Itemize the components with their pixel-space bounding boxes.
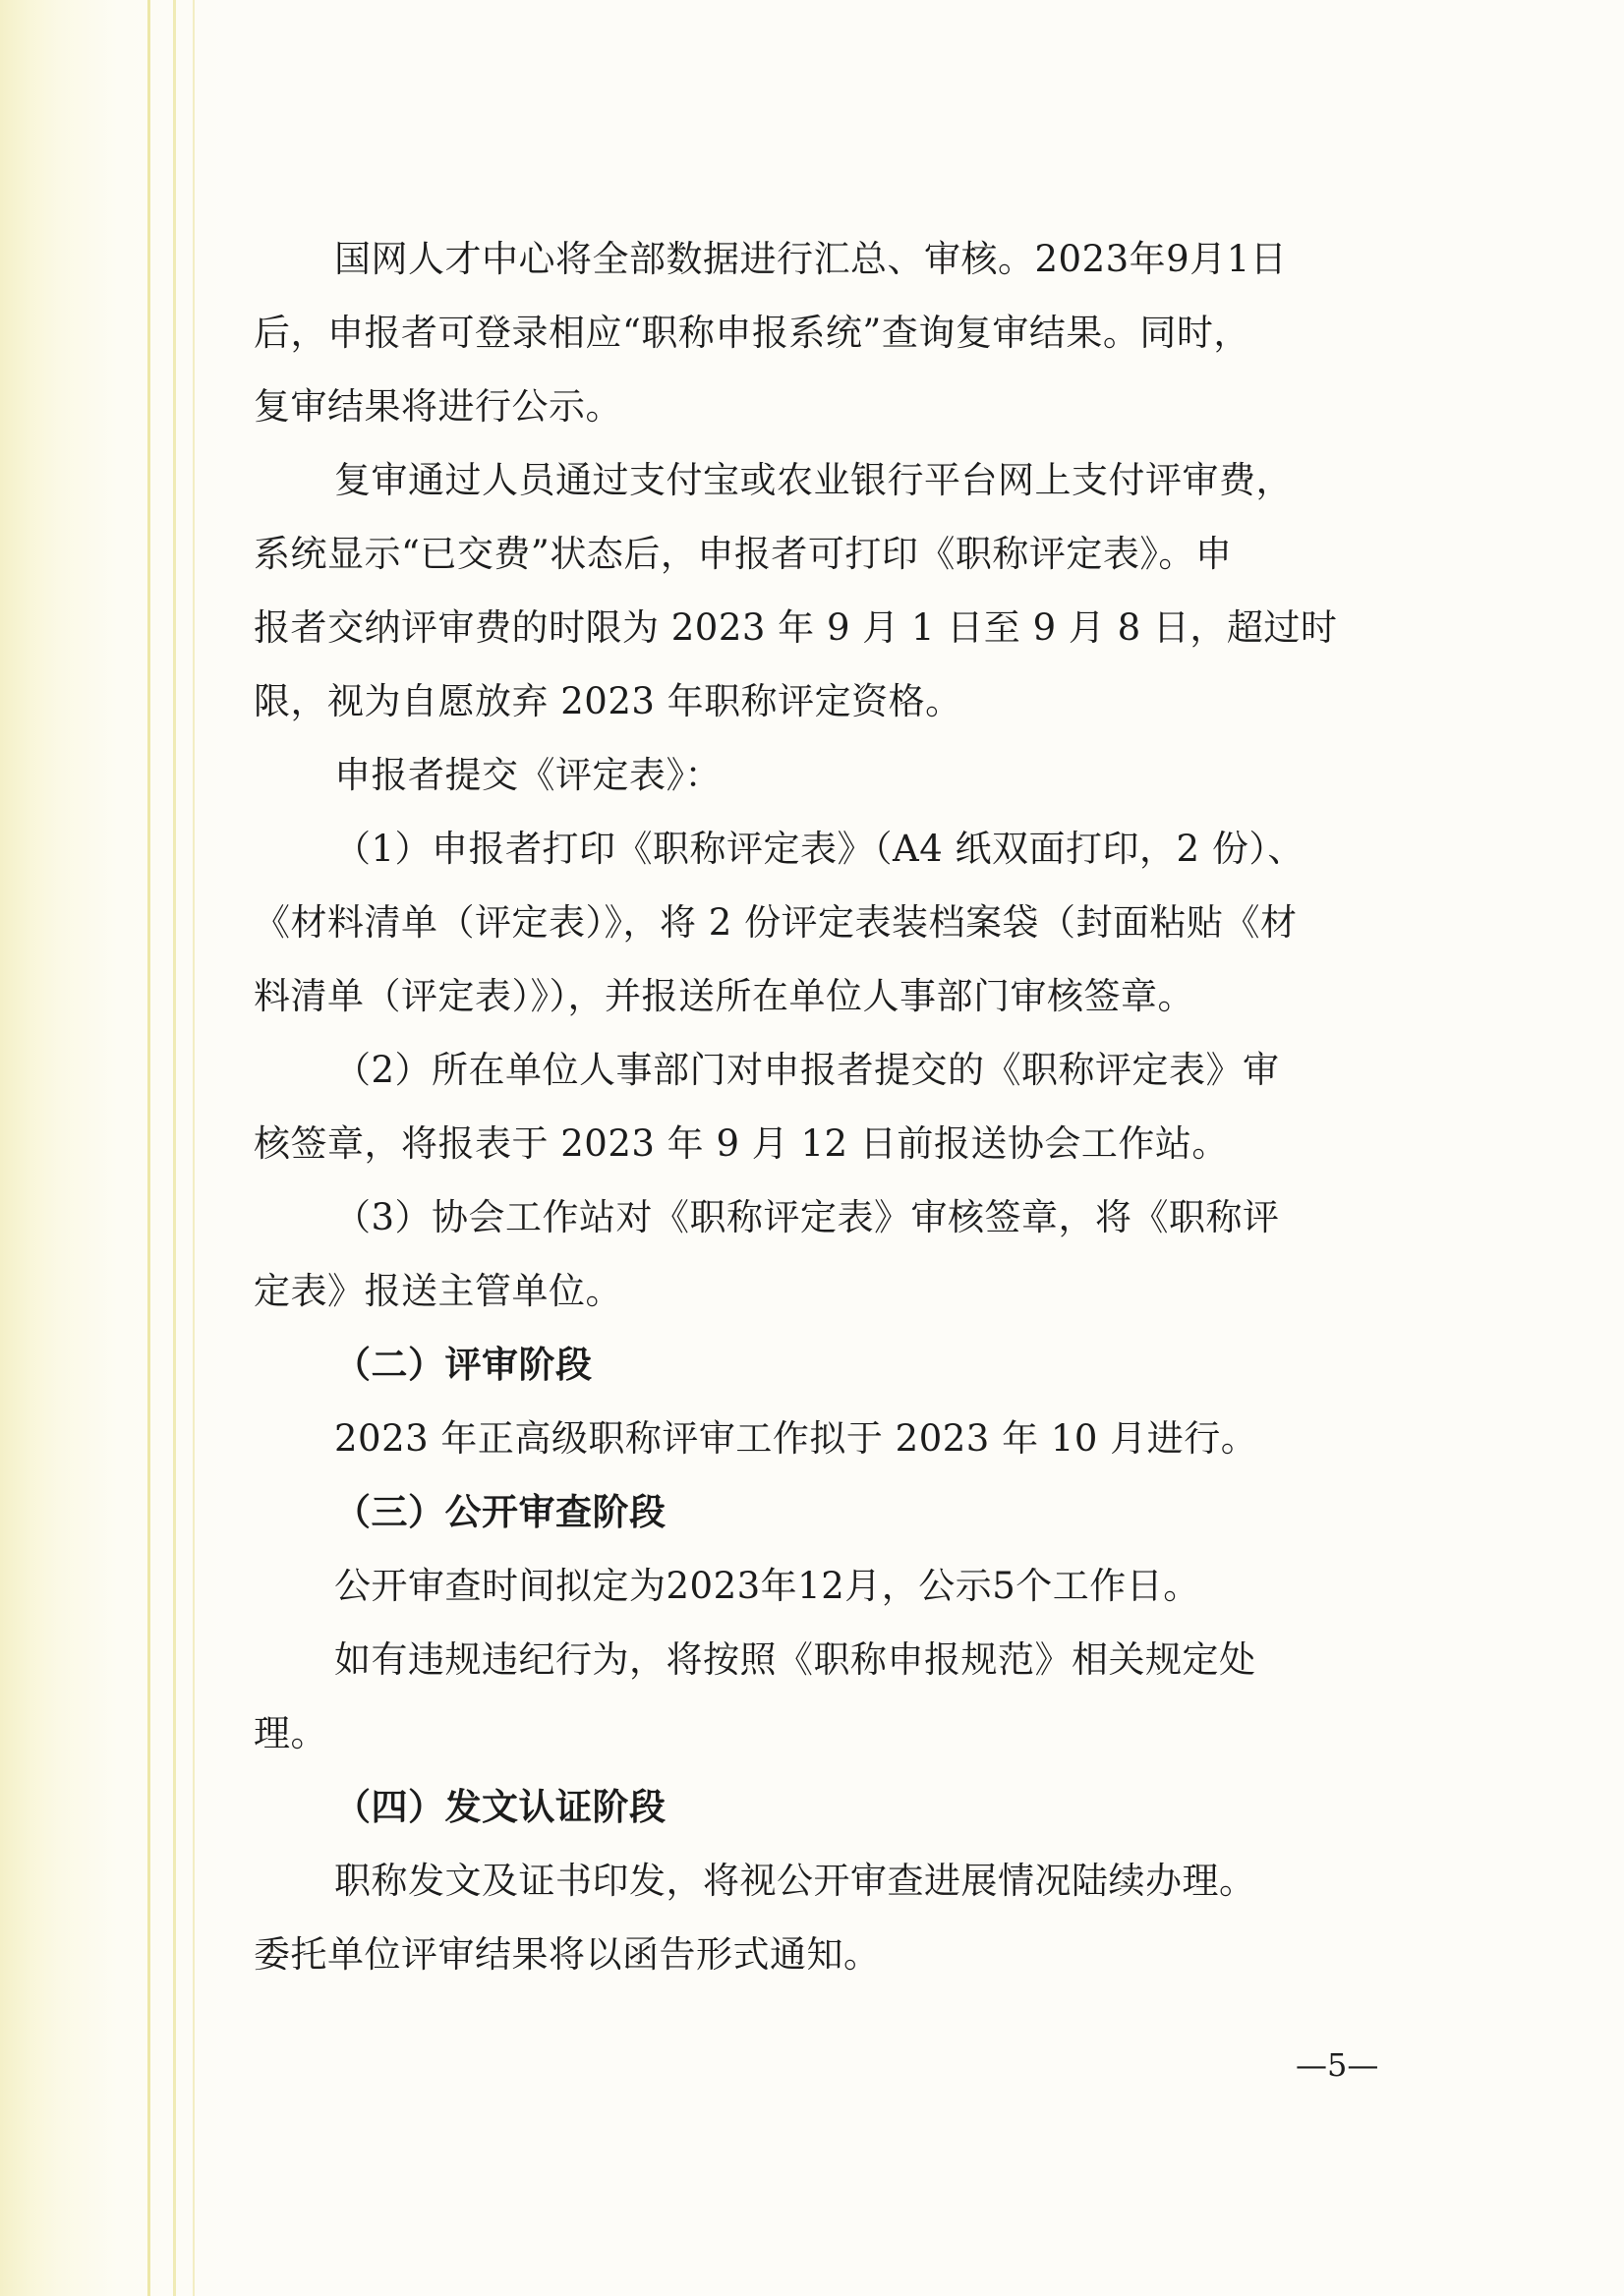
- paragraph-p2: [254, 443, 1394, 738]
- text-line: 2023 年正高级职称评审工作拟于 2023 年 10 月进行。: [334, 1417, 1258, 1460]
- text-line: 后，申报者可登录相应“职称申报系统”查询复审结果。同时，: [254, 312, 1250, 354]
- paragraph-p1: [254, 222, 1394, 443]
- text-line: 料清单（评定表）》），并报送所在单位人事部门审核签章。: [254, 975, 1194, 1017]
- text-line: 复审结果将进行公示。: [254, 385, 622, 428]
- text-line: 理。: [254, 1712, 327, 1754]
- text-line: 申报者提交《评定表》：: [334, 754, 722, 796]
- text-line: 如有违规违纪行为，将按照《职称申报规范》相关规定处: [334, 1638, 1256, 1681]
- text-line: 限，视为自愿放弃 2023 年职称评定资格。: [254, 680, 962, 722]
- page-number: —5—: [1296, 2046, 1379, 2084]
- paragraph-p3: [254, 738, 1394, 812]
- section-public-review: [254, 1475, 1394, 1770]
- paragraph-p6: [254, 1180, 1394, 1328]
- text-line: 《材料清单（评定表）》，将 2 份评定表装档案袋（封面粘贴《材: [254, 901, 1298, 944]
- text-line: （1）申报者打印《职称评定表》（A4 纸双面打印，2 份）、: [334, 828, 1305, 870]
- section-heading: （四）发文认证阶段: [334, 1786, 667, 1828]
- text-line: （3）协会工作站对《职称评定表》审核签章，将《职称评: [334, 1196, 1280, 1238]
- binding-line: [147, 0, 150, 2296]
- binding-line: [173, 0, 176, 2296]
- text-line: 核签章，将报表于 2023 年 9 月 12 日前报送协会工作站。: [254, 1122, 1229, 1165]
- text-line: 报者交纳评审费的时限为 2023 年 9 月 1 日至 9 月 8 日，超过时: [254, 606, 1338, 649]
- paragraph-p5: [254, 1033, 1394, 1180]
- text-line: 国网人才中心将全部数据进行汇总、审核。2023年9月1日: [334, 238, 1288, 280]
- text-line: 系统显示“已交费”状态后，申报者可打印《职称评定表》。申: [254, 533, 1233, 575]
- binding-line: [193, 0, 195, 2296]
- section-heading: （三）公开审查阶段: [334, 1491, 667, 1533]
- paragraph-p4: [254, 812, 1394, 1033]
- text-line: 职称发文及证书印发，将视公开审查进展情况陆续办理。: [334, 1860, 1256, 1902]
- text-line: 定表》报送主管单位。: [254, 1270, 622, 1312]
- section-heading: （二）评审阶段: [334, 1344, 593, 1386]
- binding-edge: [0, 0, 236, 2296]
- text-line: 委托单位评审结果将以函告形式通知。: [254, 1933, 881, 1976]
- document-page: [254, 222, 1394, 1991]
- text-line: 复审通过人员通过支付宝或农业银行平台网上支付评审费，: [334, 459, 1293, 501]
- text-line: 公开审查时间拟定为2023年12月，公示5个工作日。: [334, 1565, 1200, 1607]
- text-line: （2）所在单位人事部门对申报者提交的《职称评定表》审: [334, 1049, 1280, 1091]
- section-review: [254, 1328, 1394, 1475]
- section-certification: [254, 1770, 1394, 1991]
